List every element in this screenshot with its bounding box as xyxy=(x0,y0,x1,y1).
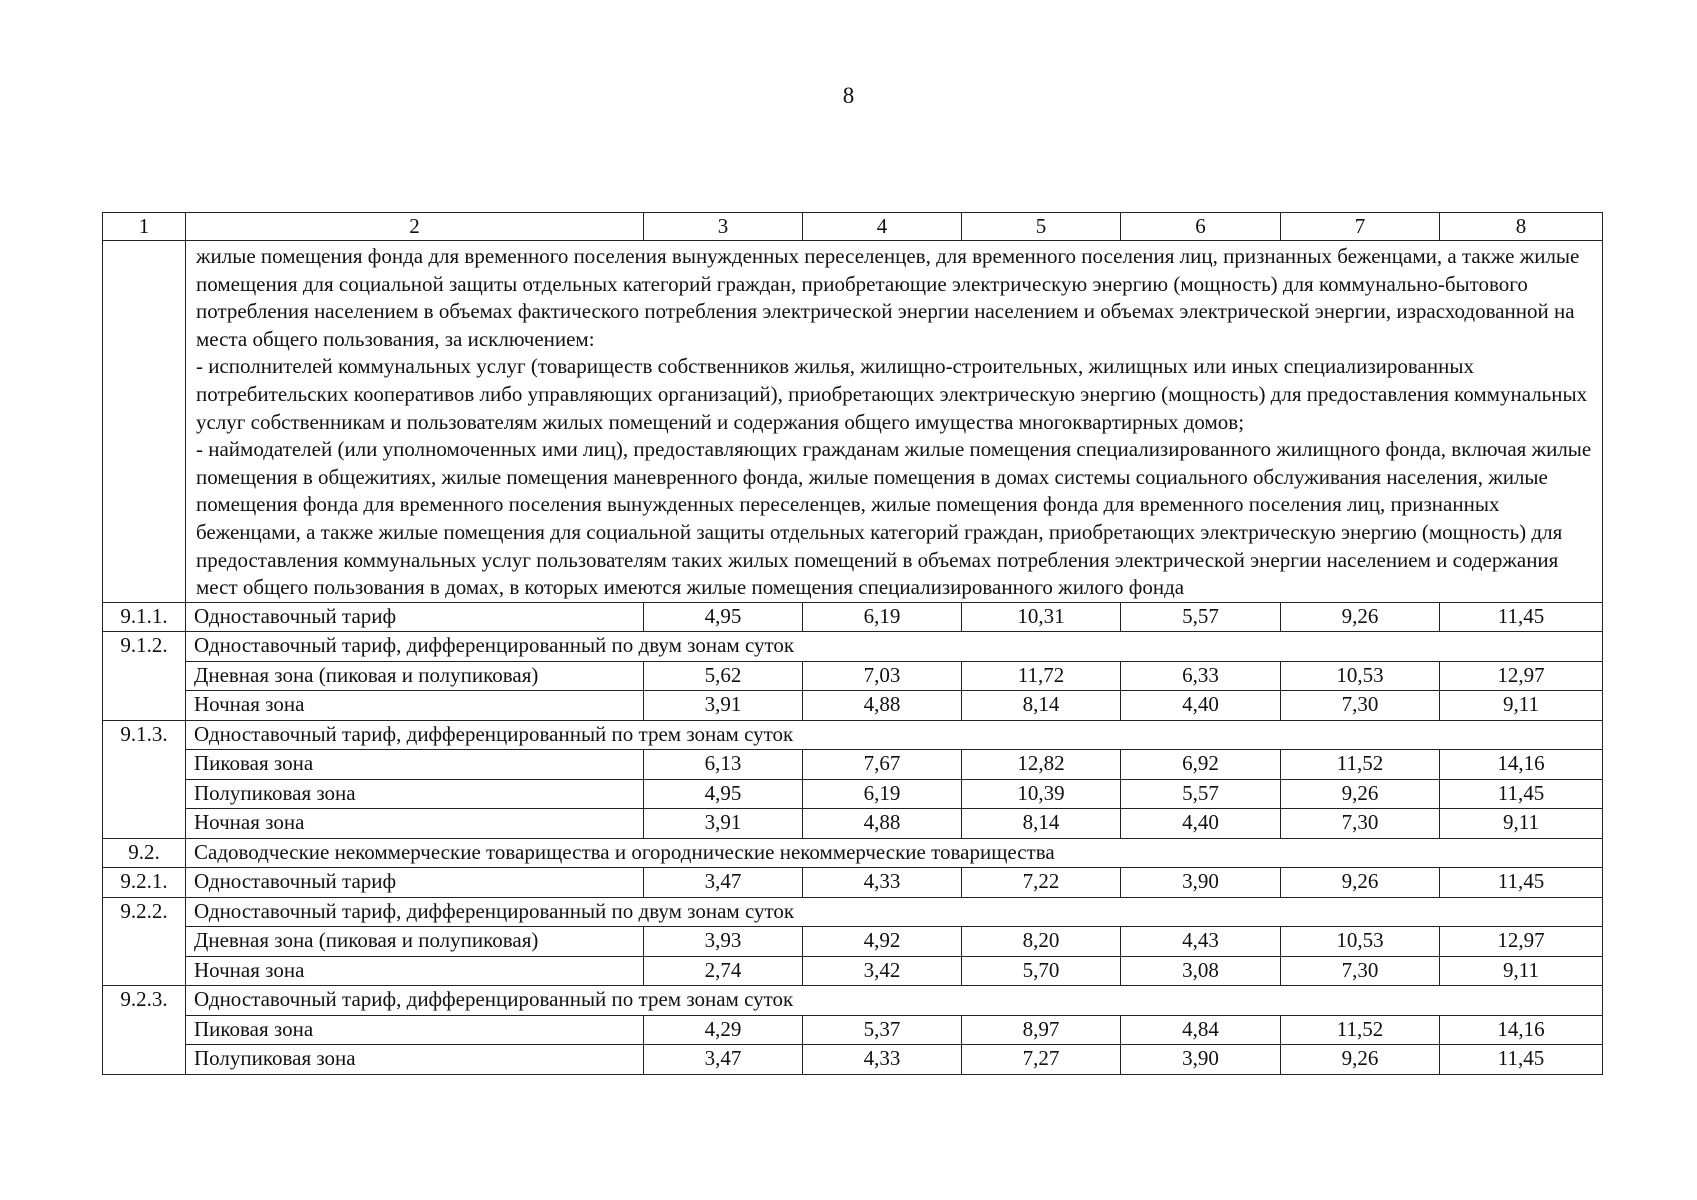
tariff-value: 3,47 xyxy=(644,1045,803,1075)
tariff-value: 3,90 xyxy=(1121,868,1281,898)
tariff-value: 9,26 xyxy=(1281,868,1440,898)
tariff-value: 9,26 xyxy=(1281,779,1440,809)
tariff-value: 4,88 xyxy=(803,691,962,721)
tariff-row xyxy=(103,779,1603,809)
tariff-value: 12,97 xyxy=(1440,661,1603,691)
tariff-value: 10,53 xyxy=(1281,661,1440,691)
item-number: 9.2.1. xyxy=(103,868,186,898)
section-row xyxy=(103,720,1603,750)
tariff-value: 8,14 xyxy=(962,809,1121,839)
tariff-value: 9,11 xyxy=(1440,809,1603,839)
description-paragraph: - наймодателей (или уполномоченных ими лиц), предоставляющих гражданам жилые помещения специализированного жилищного фонда, включая жилые помещения в общежитиях, жилые помещения маневренного фонда, жилые помещения в домах системы социального обслуживания населения, жилые помещения фонда для временного поселения вынужденных переселенцев, жилые помещения фонда для временного поселения лиц, признанных беженцами, а также жилые помещения для социальной защиты отдельных категорий граждан, приобретающих электрическую энергию (мощность) для предоставления коммунальных услуг пользователям таких жилых помещений в объемах потребления электрической энергии населением и содержания мест общего пользования в домах, в которых имеются жилые помещения специализированного жилого фонда xyxy=(196,437,1592,600)
tariff-value: 11,45 xyxy=(1440,779,1603,809)
tariff-value: 10,53 xyxy=(1281,927,1440,957)
tariff-row xyxy=(103,661,1603,691)
tariff-name: Ночная зона xyxy=(186,809,644,839)
description-paragraph: - исполнителей коммунальных услуг (товариществ собственников жилья, жилищно-строительных, жилищных или иных специализированных потребительских кооперативов либо управляющих организаций), приобретающих электрическую энергию (мощность) для предоставления коммунальных услуг собственникам и пользователям жилых помещений и содержания общего имущества многоквартирных домов; xyxy=(196,354,1588,434)
tariff-value: 14,16 xyxy=(1440,1015,1603,1045)
tariff-value: 4,33 xyxy=(803,868,962,898)
tariff-row xyxy=(103,602,1603,632)
tariff-value: 6,19 xyxy=(803,602,962,632)
tariff-name: Одноставочный тариф xyxy=(186,868,644,898)
tariff-value: 11,45 xyxy=(1440,868,1603,898)
tariff-name: Дневная зона (пиковая и полупиковая) xyxy=(186,927,644,957)
tariff-row xyxy=(103,1045,1603,1075)
tariff-value: 6,13 xyxy=(644,750,803,780)
tariff-value: 4,95 xyxy=(644,602,803,632)
tariff-value: 5,37 xyxy=(803,1015,962,1045)
description-number-cell xyxy=(103,241,186,603)
item-number: 9.1.1. xyxy=(103,602,186,632)
section-row xyxy=(103,632,1603,662)
tariff-value: 11,52 xyxy=(1281,1015,1440,1045)
header-cell: 6 xyxy=(1121,213,1281,241)
description-paragraph: жилые помещения фонда для временного поселения вынужденных переселенцев, для временного поселения лиц, признанных беженцами, а также жилые помещения для социальной защиты отдельных категорий граждан, приобретающие электрическую энергию (мощность) для коммунально-бытового потребления населением в объемах фактического потребления электрической энергии населением и объемах электрической энергии, израсходованной на места общего пользования, за исключением: xyxy=(196,244,1580,351)
section-row xyxy=(103,986,1603,1016)
description-cell xyxy=(186,241,1603,603)
tariff-value: 10,31 xyxy=(962,602,1121,632)
tariff-value: 7,03 xyxy=(803,661,962,691)
tariff-value: 9,11 xyxy=(1440,956,1603,986)
tariff-value: 5,57 xyxy=(1121,779,1281,809)
tariff-value: 7,27 xyxy=(962,1045,1121,1075)
tariff-row xyxy=(103,691,1603,721)
item-number: 9.2. xyxy=(103,838,186,868)
section-title: Одноставочный тариф, дифференцированный по трем зонам суток xyxy=(186,986,1603,1016)
tariff-name: Пиковая зона xyxy=(186,750,644,780)
header-row xyxy=(103,213,1603,241)
tariff-value: 4,40 xyxy=(1121,691,1281,721)
tariff-row xyxy=(103,750,1603,780)
tariff-value: 4,29 xyxy=(644,1015,803,1045)
section-title: Одноставочный тариф, дифференцированный по двум зонам суток xyxy=(186,897,1603,927)
tariff-row xyxy=(103,1015,1603,1045)
tariff-value: 11,52 xyxy=(1281,750,1440,780)
tariff-value: 6,19 xyxy=(803,779,962,809)
tariff-value: 12,82 xyxy=(962,750,1121,780)
tariff-value: 10,39 xyxy=(962,779,1121,809)
tariff-value: 3,90 xyxy=(1121,1045,1281,1075)
tariff-value: 5,57 xyxy=(1121,602,1281,632)
tariff-value: 4,88 xyxy=(803,809,962,839)
tariff-value: 3,93 xyxy=(644,927,803,957)
tariff-value: 6,92 xyxy=(1121,750,1281,780)
tariff-value: 4,33 xyxy=(803,1045,962,1075)
tariff-value: 9,26 xyxy=(1281,602,1440,632)
description-row xyxy=(103,241,1603,603)
item-number: 9.1.2. xyxy=(103,632,186,721)
tariff-value: 7,30 xyxy=(1281,691,1440,721)
header-cell: 8 xyxy=(1440,213,1603,241)
tariff-name: Дневная зона (пиковая и полупиковая) xyxy=(186,661,644,691)
tariff-value: 8,97 xyxy=(962,1015,1121,1045)
tariff-name: Полупиковая зона xyxy=(186,779,644,809)
header-cell: 4 xyxy=(803,213,962,241)
tariff-name: Ночная зона xyxy=(186,956,644,986)
tariff-value: 12,97 xyxy=(1440,927,1603,957)
section-title: Одноставочный тариф, дифференцированный по двум зонам суток xyxy=(186,632,1603,662)
tariff-value: 4,43 xyxy=(1121,927,1281,957)
tariff-value: 8,14 xyxy=(962,691,1121,721)
tariff-value: 11,45 xyxy=(1440,602,1603,632)
tariff-row xyxy=(103,809,1603,839)
tariff-value: 2,74 xyxy=(644,956,803,986)
tariff-value: 9,11 xyxy=(1440,691,1603,721)
section-title: Одноставочный тариф, дифференцированный по трем зонам суток xyxy=(186,720,1603,750)
item-number: 9.1.3. xyxy=(103,720,186,838)
header-cell: 5 xyxy=(962,213,1121,241)
tariff-value: 6,33 xyxy=(1121,661,1281,691)
tariff-value: 4,84 xyxy=(1121,1015,1281,1045)
tariff-value: 9,26 xyxy=(1281,1045,1440,1075)
tariff-value: 5,62 xyxy=(644,661,803,691)
tariff-value: 14,16 xyxy=(1440,750,1603,780)
tariff-name: Пиковая зона xyxy=(186,1015,644,1045)
header-cell: 2 xyxy=(186,213,644,241)
header-cell: 7 xyxy=(1281,213,1440,241)
tariff-name: Ночная зона xyxy=(186,691,644,721)
header-cell: 1 xyxy=(103,213,186,241)
tariff-value: 11,45 xyxy=(1440,1045,1603,1075)
tariff-value: 3,42 xyxy=(803,956,962,986)
tariff-value: 3,47 xyxy=(644,868,803,898)
tariff-table xyxy=(102,212,1603,1075)
tariff-value: 3,91 xyxy=(644,691,803,721)
tariff-value: 11,72 xyxy=(962,661,1121,691)
tariff-value: 7,22 xyxy=(962,868,1121,898)
section-title: Садоводческие некоммерческие товарищества и огороднические некоммерческие товарищества xyxy=(186,838,1603,868)
section-row xyxy=(103,897,1603,927)
tariff-row xyxy=(103,956,1603,986)
tariff-value: 8,20 xyxy=(962,927,1121,957)
header-cell: 3 xyxy=(644,213,803,241)
tariff-value: 3,08 xyxy=(1121,956,1281,986)
tariff-row xyxy=(103,927,1603,957)
tariff-value: 4,92 xyxy=(803,927,962,957)
item-number: 9.2.3. xyxy=(103,986,186,1075)
tariff-name: Полупиковая зона xyxy=(186,1045,644,1075)
page-number: 8 xyxy=(842,83,855,108)
tariff-value: 3,91 xyxy=(644,809,803,839)
tariff-value: 4,95 xyxy=(644,779,803,809)
tariff-row xyxy=(103,868,1603,898)
tariff-value: 5,70 xyxy=(962,956,1121,986)
item-number: 9.2.2. xyxy=(103,897,186,986)
tariff-value: 7,30 xyxy=(1281,809,1440,839)
tariff-value: 7,30 xyxy=(1281,956,1440,986)
tariff-value: 4,40 xyxy=(1121,809,1281,839)
tariff-value: 7,67 xyxy=(803,750,962,780)
section-row xyxy=(103,838,1603,868)
tariff-name: Одноставочный тариф xyxy=(186,602,644,632)
